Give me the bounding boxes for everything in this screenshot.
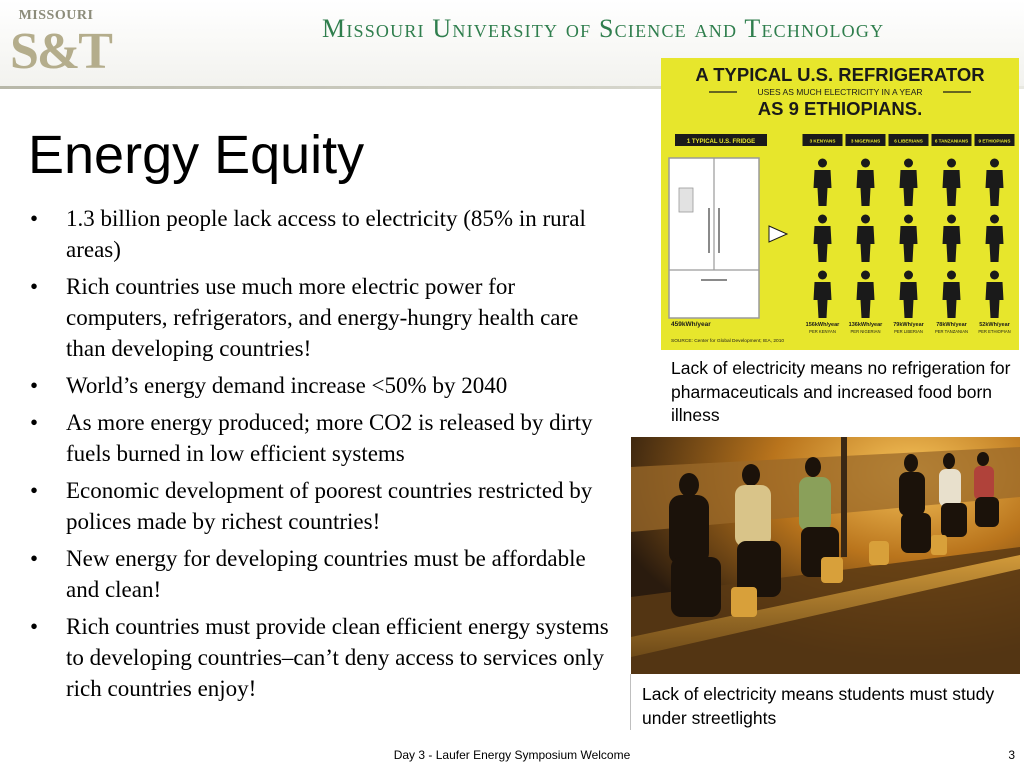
group-label: 6 TANZANIANS (934, 138, 969, 144)
bullet-item (30, 370, 610, 401)
person-icon (943, 271, 961, 319)
person-icon (857, 159, 875, 207)
bullet-dot: • (30, 373, 39, 398)
person-icon (943, 159, 961, 207)
bullet-text: New energy for developing countries must be affordable and clean! (66, 546, 586, 602)
person-icon (857, 215, 875, 263)
person-icon (943, 215, 961, 263)
missouri-st-logo (10, 8, 111, 82)
group-label: 9 ETHIOPIANS (978, 138, 1011, 144)
person-icon (986, 159, 1004, 207)
bullet-dot: • (30, 614, 39, 639)
refrigerator-infographic (661, 58, 1019, 350)
poster-headline: A TYPICAL U.S. REFRIGERATOR (695, 64, 985, 85)
bullet-text: As more energy produced; more CO2 is released by dirty fuels burned in low efficient systems (66, 410, 593, 466)
person-icon (814, 215, 832, 263)
bullet-item (30, 271, 610, 364)
students-streetlight-photo (631, 437, 1020, 674)
bullet-dot: • (30, 478, 39, 503)
bullet-text: Rich countries must provide clean efficient energy systems to developing countries–can’t deny access to services only rich countries enjoy! (66, 614, 609, 701)
bullet-item (30, 407, 610, 469)
bullet-text: Rich countries use much more electric power for computers, refrigerators, and energy-hungry health care than developing countries! (66, 274, 579, 361)
group-per-label: PER NIGERIAN (850, 329, 881, 334)
bullet-text: 1.3 billion people lack access to electricity (85% in rural areas) (66, 206, 586, 262)
person-icon (986, 271, 1004, 319)
bullet-list (30, 203, 610, 710)
caption-divider (630, 674, 631, 730)
person-icon (814, 159, 832, 207)
person-icon (900, 271, 918, 319)
fridge-value: 459kWh/year (671, 321, 711, 328)
arrow-icon (769, 226, 787, 242)
group-value: 52kWh/year (979, 322, 1010, 328)
group-per-label: PER LIBERIAN (894, 329, 923, 334)
person-icon (814, 271, 832, 319)
poster-source: SOURCE: Center for Global Development; IEA, 2010 (671, 339, 785, 344)
photo-caption: Lack of electricity means students must study under streetlights (642, 684, 995, 728)
person-icon (900, 159, 918, 207)
university-name: Missouri University of Science and Technology (322, 14, 885, 43)
group-per-label: PER ETHIOPIAN (978, 329, 1011, 334)
group-per-label: PER TANZANIAN (934, 329, 969, 334)
poster-headline-2: AS 9 ETHIOPIANS. (757, 98, 923, 119)
group-value: 79kWh/year (893, 322, 924, 328)
person-icon (986, 215, 1004, 263)
group-label: 6 LIBERIANS (894, 138, 923, 144)
fridge-label: 1 TYPICAL U.S. FRIDGE (686, 139, 756, 145)
slide-title: Energy Equity (28, 125, 365, 185)
page-number: 3 (1008, 748, 1015, 762)
infographic-caption: Lack of electricity means no refrigeration for pharmaceuticals and increased food born illness (671, 358, 1011, 425)
group-per-label: PER KENYAN (809, 329, 836, 334)
group-value: 136kWh/year (848, 322, 883, 328)
bullet-item (30, 543, 610, 605)
person-icon (900, 215, 918, 263)
slide-footer: Day 3 - Laufer Energy Symposium Welcome (393, 748, 631, 762)
logo-monogram: S&T (10, 23, 111, 80)
group-value: 156kWh/year (805, 322, 840, 328)
logo-wordmark: MISSOURI (18, 8, 94, 23)
bullet-item (30, 203, 610, 265)
bullet-item (30, 475, 610, 537)
bullet-dot: • (30, 410, 39, 435)
group-label: 3 NIGERIANS (850, 138, 881, 144)
bullet-item (30, 611, 610, 704)
bullet-dot: • (30, 206, 39, 231)
bullet-dot: • (30, 546, 39, 571)
group-value: 78kWh/year (936, 322, 967, 328)
bullet-text: Economic development of poorest countries restricted by polices made by richest countries! (66, 478, 593, 534)
group-label: 3 KENYANS (809, 138, 836, 144)
person-icon (857, 271, 875, 319)
bullet-dot: • (30, 274, 39, 299)
poster-subline: USES AS MUCH ELECTRICITY IN A YEAR (757, 87, 923, 97)
refrigerator-icon (669, 158, 759, 318)
bullet-text: World’s energy demand increase <50% by 2040 (66, 373, 508, 398)
